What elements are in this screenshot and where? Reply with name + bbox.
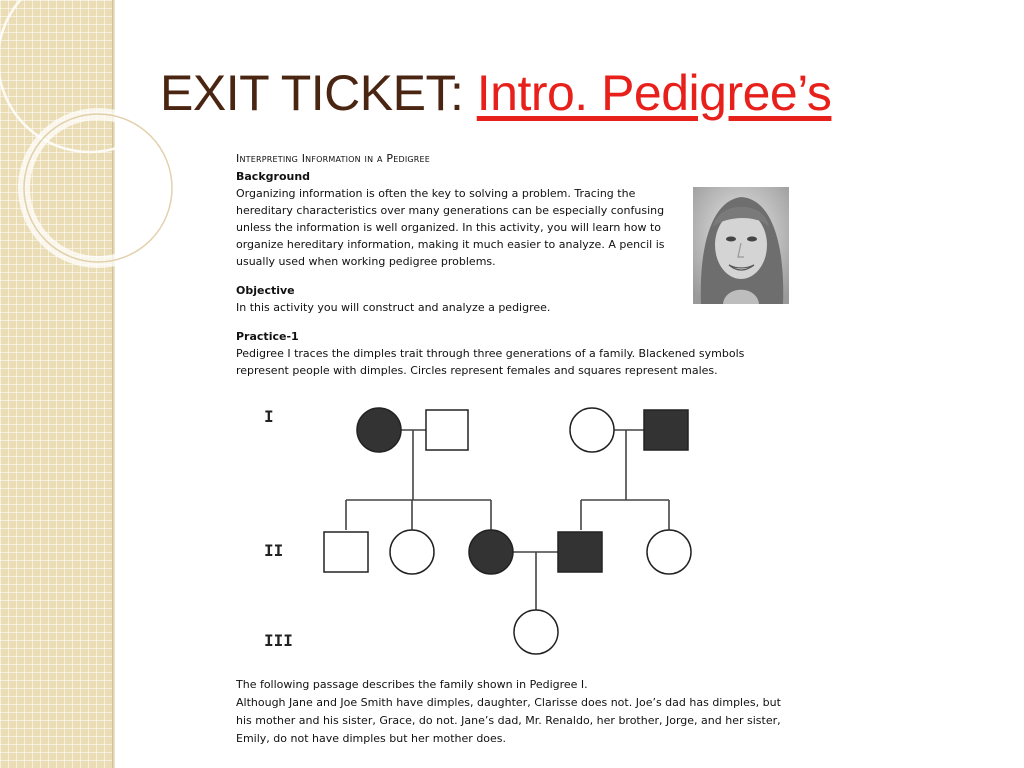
generation-label: III bbox=[264, 631, 293, 650]
gen2-female bbox=[647, 530, 691, 574]
decorative-rings bbox=[0, 0, 200, 300]
gen1-female-affected bbox=[357, 408, 401, 452]
practice-line: Pedigree I traces the dimples trait through three generations of a family. Blackened symbols bbox=[236, 347, 745, 360]
background-label: Background bbox=[236, 170, 311, 183]
gen1-female bbox=[570, 408, 614, 452]
practice-label: Practice-1 bbox=[236, 330, 299, 343]
passage-line: his mother and his sister, Grace, do not. Jane’s dad, Mr. Renaldo, her brother, Jorge, and her sister, bbox=[236, 714, 781, 727]
objective-text: In this activity you will construct and analyze a pedigree. bbox=[236, 301, 551, 314]
worksheet-heading: Interpreting Information in a Pedigree bbox=[236, 152, 431, 165]
title-topic-link[interactable]: Intro. Pedigree’s bbox=[476, 65, 832, 121]
portrait-photo bbox=[693, 187, 789, 304]
gen2-male-affected bbox=[558, 532, 602, 572]
passage-line: Although Jane and Joe Smith have dimples, daughter, Clarisse does not. Joe’s dad has dimples, but bbox=[236, 696, 781, 709]
gen2-female bbox=[390, 530, 434, 574]
pedigree-chart bbox=[236, 395, 716, 665]
passage-line: Emily, do not have dimples but her mother does. bbox=[236, 732, 507, 745]
gen1-male-affected bbox=[644, 410, 688, 450]
background-line: usually used when working pedigree problems. bbox=[236, 255, 496, 268]
objective-label: Objective bbox=[236, 284, 295, 297]
passage-text bbox=[236, 676, 836, 748]
passage-line: The following passage describes the family shown in Pedigree I. bbox=[236, 678, 588, 691]
slide-title bbox=[160, 64, 831, 122]
gen2-female-affected bbox=[469, 530, 513, 574]
gen3-female bbox=[514, 610, 558, 654]
background-line: Organizing information is often the key to solving a problem. Tracing the bbox=[236, 187, 636, 200]
background-line: hereditary characteristics over many generations can be especially confusing bbox=[236, 204, 665, 217]
background-line: unless the information is well organized. In this activity, you will learn how to bbox=[236, 221, 662, 234]
title-prefix: EXIT TICKET: bbox=[160, 65, 477, 121]
background-line: organize hereditary information, making it much easier to analyze. A pencil is bbox=[236, 238, 665, 251]
generation-label: II bbox=[264, 541, 284, 560]
practice-line: represent people with dimples. Circles represent females and squares represent males. bbox=[236, 364, 718, 377]
pedigree-lines bbox=[346, 430, 669, 610]
gen2-male bbox=[324, 532, 368, 572]
gen1-male bbox=[426, 410, 468, 450]
generation-label: I bbox=[264, 407, 274, 426]
